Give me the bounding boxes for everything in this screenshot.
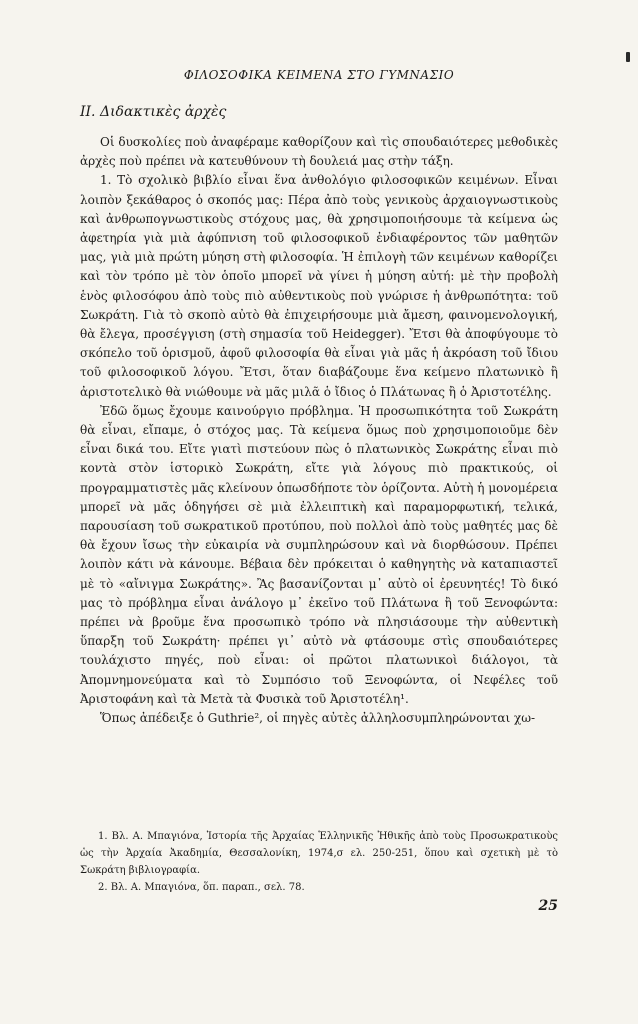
footnotes (80, 828, 558, 896)
body-text (80, 133, 558, 728)
paragraph: Ὅπως ἀπέδειξε ὁ Guthrie², οἱ πηγὲς αὐτὲς ἀλληλοσυμπληρώνονται χω- (100, 711, 536, 726)
running-head: ΦΙΛΟΣΟΦΙΚΑ ΚΕΙΜΕΝΑ ΣΤΟ ΓΥΜΝΑΣΙΟ (183, 68, 455, 82)
section-title: ΙΙ. Διδακτικὲς ἀρχὲς (80, 104, 227, 120)
footnote: 1. Βλ. Α. Μπαγιόνα, Ἱστορία τῆς Ἀρχαίας Ἑλληνικῆς Ἠθικῆς ἀπὸ τοὺς Προσωκρατικοὺς ὡς τὴν Ἀρχαία Ἀκαδημία, Θεσσαλονίκη, 1974,σ ελ. 250-251, ὅπου καὶ σχετικὴ μὲ τὸ Σωκράτη βιβλιογραφία. (80, 831, 558, 876)
paragraph: 1. Τὸ σχολικὸ βιβλίο εἶναι ἕνα ἀνθολόγιο φιλοσοφικῶν κειμένων. Εἶναι λοιπὸν ξεκάθαρος ὁ σκοπός μας: Πέρα ἀπὸ τοὺς γενικοὺς ἀρχαιογνωστικοὺς καὶ ἀνθρωπογνωστικοὺς στόχους μας, θὰ χρησιμοποιήσουμε τὰ κείμενα ὡς ἀφετηρία γιὰ μιὰ ἀφύπνιση τοῦ φιλοσοφικοῦ ἐνδιαφέροντος τῶν μαθητῶν μας, γιὰ μιὰ πρώτη μύηση στὴ φιλοσοφία. Ἡ ἐπιλογὴ τῶν κειμένων καθορίζει καὶ τὸν τρόπο μὲ τὸν ὁποῖο μπορεῖ νὰ γίνει ἡ μύηση αὐτή: μὲ τὴν προβολὴ ἑνὸς φιλοσόφου ἀπὸ τοὺς πιὸ αὐθεντικοὺς ποὺ γνώρισε ἡ ἀνθρωπότητα: τοῦ Σωκράτη. Γιὰ τὸ σκοπὸ αὐτὸ θὰ ἐπιχειρήσουμε μιὰ ἄμεση, φαινομενολογική, θὰ ἔλεγα, προσέγγιση (στὴ σημασία τοῦ Heidegger). Ἔτσι θὰ ἀποφύγουμε τὸ σκόπελο τοῦ ὁρισμοῦ, ἀφοῦ φιλοσοφία θὰ εἶναι γιὰ μᾶς ἡ ἀκρόαση τοῦ ἴδιου τοῦ φιλοσοφικοῦ λόγου. Ἔτσι, ὅταν διαβάζουμε ἕνα κείμενο πλατωνικὸ ἢ ἀριστοτελικὸ θὰ νιώθουμε νὰ μᾶς μιλᾶ ὁ ἴδιος ὁ Πλάτωνας ἢ ὁ Ἀριστοτέλης. (80, 173, 558, 399)
paragraph: Οἱ δυσκολίες ποὺ ἀναφέραμε καθορίζουν καὶ τὶς σπουδαιότερες μεθοδικὲς ἀρχὲς ποὺ πρέπει νὰ κατευθύνουν τὴ δουλειά μας στὴν τάξη. (80, 135, 558, 169)
paragraph: Ἐδῶ ὅμως ἔχουμε καινούργιο πρόβλημα. Ἡ προσωπικότητα τοῦ Σωκράτη θὰ εἶναι, εἴπαμε, ὁ στόχος μας. Τὰ κείμενα ὅμως ποὺ χρησιμοποιοῦμε δὲν εἶναι δικά του. Εἴτε γιατὶ πιστεύουν πὼς ὁ πλατωνικὸς Σωκράτης εἶναι πιὸ κοντὰ στὸν ἱστορικὸ Σωκράτη, εἴτε γιὰ λόγους πιὸ πρακτικούς, οἱ προγραμματιστὲς μᾶς κλείνουν ὁπωσδήποτε τὸν ὁρίζοντα. Αὐτὴ ἡ μονομέρεια μπορεῖ νὰ μᾶς ὁδηγήσει σὲ μιὰ ἐλλειπτικὴ καὶ παραμορφωτική, τελικά, παρουσίαση τοῦ σωκρατικοῦ προτύπου, ποὺ πολλοὶ ἀπὸ τοὺς μαθητές μας δὲ θὰ ἔχουν ἴσως τὴν εὐκαιρία νὰ συμπληρώσουν καὶ νὰ διορθώσουν. Πρέπει λοιπὸν κάτι νὰ κάνουμε. Βέβαια δὲν πρόκειται ὁ καθηγητὴς νὰ καταπιαστεῖ μὲ τὸ «αἴνιγμα Σωκράτης». Ἂς βασανίζονται μ᾽ αὐτὸ οἱ ἐρευνητές! Τὸ δικό μας τὸ πρόβλημα εἶναι ἀνάλογο μ᾽ ἐκεῖνο τοῦ Πλάτωνα ἢ τοῦ Ξενοφώντα: πρέπει νὰ βροῦμε ἕνα προσωπικὸ τρόπο νὰ πλησιάσουμε τὴν αὐθεντικὴ ὕπαρξη τοῦ Σωκράτη· πρέπει γι᾽ αὐτὸ νὰ φτάσουμε στὶς σπουδαιότερες τουλάχιστο πηγές, ποὺ εἶναι: οἱ πρῶτοι πλατωνικοὶ διάλογοι, τὰ Ἀπομνημονεύματα καὶ τὸ Συμπόσιο τοῦ Ξενοφώντα, οἱ Νεφέλες τοῦ Ἀριστοφάνη καὶ τὰ Μετὰ τὰ Φυσικὰ τοῦ Ἀριστοτέλη¹. (80, 403, 558, 706)
footnote: 2. Βλ. Α. Μπαγιόνα, ὅπ. παραπ., σελ. 78. (98, 882, 305, 893)
scan-mark (626, 52, 630, 62)
page-number: 25 (538, 898, 558, 914)
